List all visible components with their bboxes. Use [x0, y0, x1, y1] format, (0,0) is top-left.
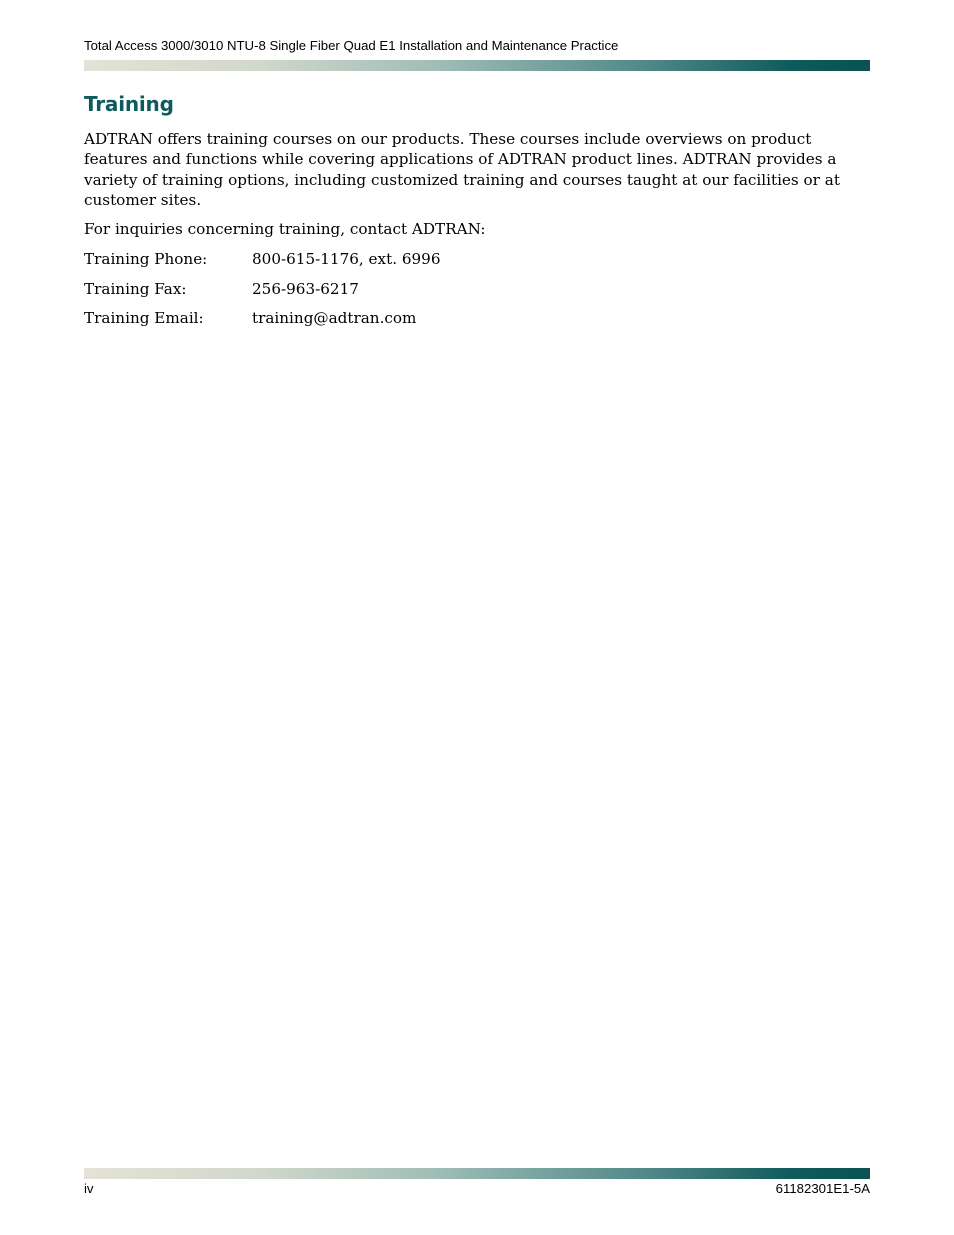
contact-row-phone	[84, 249, 441, 269]
intro-paragraph: ADTRAN offers training courses on our products. These courses include overviews on product features and functions while covering applications of ADTRAN product lines. ADTRAN provides a variety of training options, including customized training and courses taught at our facilities or at customer sites.	[84, 130, 840, 210]
contact-row-email	[84, 308, 416, 328]
running-header-title: Total Access 3000/3010 NTU-8 Single Fiber Quad E1 Installation and Maintenance Practice	[84, 38, 619, 53]
contact-label-fax: Training Fax:	[84, 280, 187, 298]
contact-label-email: Training Email:	[84, 309, 204, 327]
contact-value-fax: 256-963-6217	[252, 280, 359, 298]
contact-value-email: training@adtran.com	[252, 309, 417, 327]
section-title: Training	[84, 92, 174, 116]
contact-row-fax	[84, 279, 359, 299]
document-number: 61182301E1-5A	[775, 1181, 870, 1196]
contact-value-phone: 800-615-1176, ext. 6996	[252, 250, 441, 268]
inquiry-paragraph: For inquiries concerning training, contact ADTRAN:	[84, 220, 486, 238]
page-number: iv	[84, 1181, 94, 1196]
header-rule	[84, 60, 870, 71]
footer-rule	[84, 1168, 870, 1179]
contact-label-phone: Training Phone:	[84, 250, 208, 268]
